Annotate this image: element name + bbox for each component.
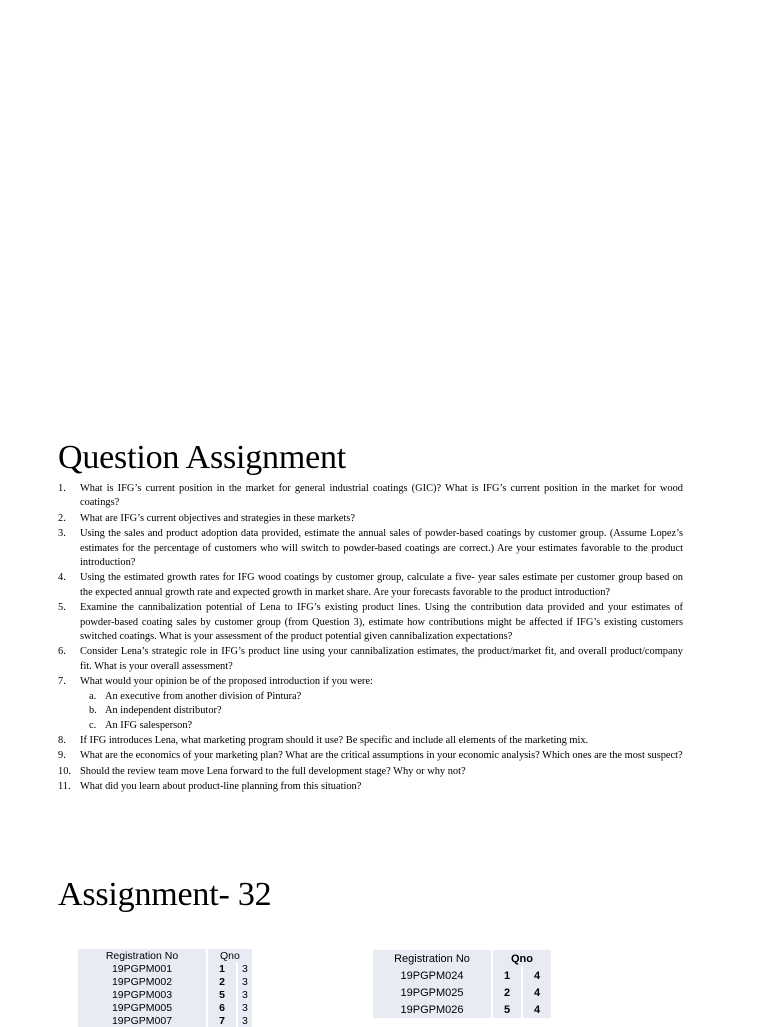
- question-text: What are IFG’s current objectives and strategies in these markets?: [80, 512, 355, 524]
- question-text: Using the estimated growth rates for IFG wood coatings by customer group, calculate a five- year sales estimate per customer group based on the expected annual growth rate and expected growth in market share. Are your forecasts favorable to the product introduction?: [80, 572, 683, 598]
- question-number: 2.: [58, 512, 66, 524]
- question-item: [58, 527, 683, 570]
- qno-cell: 3: [238, 1001, 252, 1014]
- table-row: [78, 975, 252, 988]
- registration-cell: 19PGPM002: [78, 975, 206, 988]
- question-text: What would your opinion be of the proposed introduction if you were:: [80, 676, 373, 688]
- qno-cell: 3: [238, 975, 252, 988]
- sub-item: [80, 719, 683, 733]
- sub-item-letter: a.: [89, 690, 97, 702]
- qno-cell: 5: [493, 1001, 521, 1018]
- question-number: 4.: [58, 572, 66, 584]
- sub-item-letter: b.: [89, 705, 97, 717]
- question-text: Consider Lena’s strategic role in IFG’s product line using your cannibalization estimates, the product/market fit, and overall product/company fit. What is your overall assessment?: [80, 646, 683, 672]
- registration-cell: 19PGPM026: [373, 1001, 491, 1018]
- registration-cell: 19PGPM007: [78, 1014, 206, 1027]
- qno-cell: 2: [493, 984, 521, 1001]
- registration-cell: 19PGPM001: [78, 962, 206, 975]
- qno-cell: 1: [208, 962, 236, 975]
- qno-cell: 3: [238, 988, 252, 1001]
- qno-cell: 7: [208, 1014, 236, 1027]
- header-registration-no: Registration No: [78, 949, 206, 962]
- table-header-row: [78, 949, 252, 962]
- question-item: [58, 675, 683, 733]
- qno-cell: 4: [523, 984, 551, 1001]
- qno-cell: 4: [523, 1001, 551, 1018]
- registration-cell: 19PGPM003: [78, 988, 206, 1001]
- header-registration-no: Registration No: [373, 950, 491, 967]
- question-number: 10.: [58, 765, 71, 777]
- question-item: [58, 601, 683, 644]
- question-text: What are the economics of your marketing plan? What are the critical assumptions in your economic analysis? Which ones are the most suspect?: [80, 750, 683, 762]
- sub-item: [80, 690, 683, 704]
- table-header-row: [373, 950, 551, 967]
- question-number: 11.: [58, 781, 71, 793]
- qno-cell: 1: [493, 967, 521, 984]
- question-item: [58, 765, 683, 779]
- question-list: [58, 482, 683, 796]
- question-7-sublist: [80, 690, 683, 733]
- question-text: What did you learn about product-line planning from this situation?: [80, 781, 362, 793]
- question-number: 8.: [58, 734, 66, 746]
- qno-cell: 3: [238, 1014, 252, 1027]
- question-number: 9.: [58, 750, 66, 762]
- table-row: [373, 984, 551, 1001]
- qno-cell: 3: [238, 962, 252, 975]
- table-row: [78, 1001, 252, 1014]
- header-qno: Qno: [208, 949, 252, 962]
- sub-item-text: An executive from another division of Pintura?: [105, 690, 302, 702]
- question-item: [58, 482, 683, 511]
- question-text: Examine the cannibalization potential of Lena to IFG’s existing product lines. Using the contribution data provided and your estimates of powder-based coating sales by customer group (from Question 3), estimate how contributions might be affected if IFG’s existing customers switched coatings. What is your assessment of the product potential given cannibalization expectations?: [80, 602, 683, 643]
- question-number: 6.: [58, 646, 66, 658]
- registration-cell: 19PGPM024: [373, 967, 491, 984]
- question-text: What is IFG’s current position in the market for general industrial coatings (GIC)? What is IFG’s current position in the market for wood coatings?: [80, 483, 683, 509]
- question-text: Should the review team move Lena forward to the full development stage? Why or why not?: [80, 765, 466, 777]
- question-number: 3.: [58, 528, 66, 540]
- registration-cell: 19PGPM025: [373, 984, 491, 1001]
- question-number: 1.: [58, 483, 66, 494]
- question-item: [58, 512, 683, 526]
- registration-table-left: [76, 949, 254, 1027]
- question-item: [58, 749, 683, 763]
- table-row: [373, 967, 551, 984]
- question-text: Using the sales and product adoption data provided, estimate the annual sales of powder-based coatings by customer group. (Assume Lopez’s estimates for the percentage of customers who will switch to powder-based coatings are correct.) Are your estimates favorable to the product introduction?: [80, 528, 683, 569]
- table-row: [78, 1014, 252, 1027]
- sub-item-letter: c.: [89, 719, 97, 731]
- qno-cell: 6: [208, 1001, 236, 1014]
- qno-cell: 5: [208, 988, 236, 1001]
- question-assignment-heading: Question Assignment: [58, 439, 347, 476]
- sub-item-text: An independent distributor?: [105, 705, 222, 717]
- question-number: 5.: [58, 602, 66, 614]
- qno-cell: 4: [523, 967, 551, 984]
- question-item: [58, 780, 683, 794]
- qno-cell: 2: [208, 975, 236, 988]
- table-row: [78, 962, 252, 975]
- assignment-heading: Assignment- 32: [58, 876, 272, 913]
- registration-cell: 19PGPM005: [78, 1001, 206, 1014]
- registration-table-right: [371, 950, 553, 1018]
- question-item: [58, 645, 683, 674]
- table-row: [373, 1001, 551, 1018]
- question-item: [58, 571, 683, 600]
- question-text: If IFG introduces Lena, what marketing program should it use? Be specific and include all elements of the marketing mix.: [80, 734, 589, 746]
- sub-item-text: An IFG salesperson?: [105, 719, 193, 731]
- question-item: [58, 734, 683, 748]
- question-number: 7.: [58, 676, 66, 688]
- header-qno: Qno: [493, 950, 551, 967]
- table-row: [78, 988, 252, 1001]
- sub-item: [80, 704, 683, 718]
